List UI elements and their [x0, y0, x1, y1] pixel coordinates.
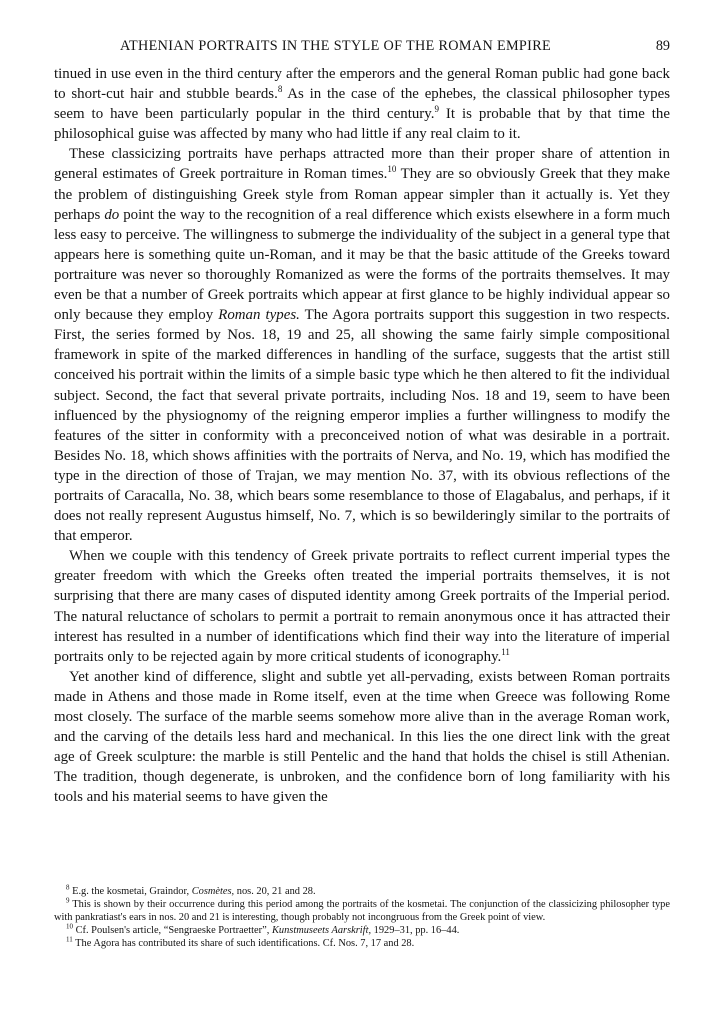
footnote-ref-11[interactable]: 11 — [501, 646, 510, 657]
footnote-8 — [54, 885, 670, 898]
footnote-number: 11 — [66, 935, 73, 944]
text-run: point the way to the recognition of a real difference which exists elsewhere in a form much less easy to perceive. The willingness to submerge the individuality of the subject in a general type that appears here is something quite un-Roman, and it may be that the basic attitude of the Greeks toward portraiture was never so thoroughly Romanized as were the forms of the portraits themselves. It may even be that a number of Greek portraits which appear at first glance to be highly individual appear so only because they employ — [54, 206, 671, 324]
text-run: The Agora has contributed its share of such identifications. Cf. Nos. 7, 17 and 28. — [72, 938, 415, 950]
italic-run: Cosmètes, — [191, 886, 235, 897]
text-run: When we couple with this tendency of Greek private portraits to reflect current imperial types the greater freedom with which the Greeks often treated the imperial portraits themselves, it is not surprising that there are many cases of disputed identity among Greek portraits of the Imperial period. The natural reluctance of scholars to permit a portrait to remain anonymous once it has attracted their interest has resulted in a number of identifications which find their way into the literature of imperial portraits only to be rejected again by more critical students of iconography. — [54, 548, 670, 665]
page-number: 89 — [655, 38, 670, 54]
text-run: nos. 20, 21 and 28. — [234, 886, 316, 897]
text-run: Cf. Poulsen's article, “Sengraeske Portraetter”, — [73, 925, 272, 937]
text-run: As in the case of the ephebes, the classical philosopher types seem to have been particularly popular in the third century. — [54, 86, 670, 123]
text-run: They are so obviously Greek that they make the problem of distinguishing Greek style from Roman appear simpler than it actually is. Yet they perhaps — [54, 166, 670, 223]
footnote-ref-9[interactable]: 9 — [434, 104, 439, 115]
footnote-ref-8[interactable]: 8 — [277, 84, 283, 95]
footnotes — [54, 885, 670, 950]
text-run: These classicizing portraits have perhaps attracted more than their proper share of attention in general estimates of Greek portraiture in Roman times. — [54, 146, 670, 183]
footnote-11 — [54, 937, 670, 950]
text-run: This is shown by their occurrence during this period among the portraits of the kosmetai. The conjunction of the classicizing philosopher type with pankratiast's ears in nos. 20 and 21 is interesting, though probably not incongruous from the Greek point of view. — [54, 899, 670, 924]
italic-run: Roman types. — [218, 307, 300, 324]
text-run: It is probable that by that time the philosophical guise was affected by many who had little if any real claim to it. — [54, 106, 670, 143]
footnote-number: 10 — [66, 922, 73, 931]
body-text — [54, 64, 670, 807]
paragraph-1 — [54, 64, 670, 144]
running-head — [54, 38, 670, 55]
paragraph-3 — [54, 546, 670, 667]
italic-run: Kunstmuseets Aarskrift, — [271, 925, 372, 937]
italic-run: do — [104, 206, 120, 223]
running-head-title: ATHENIAN PORTRAITS IN THE STYLE OF THE ROMAN EMPIRE — [120, 38, 552, 54]
text-run: Yet another kind of difference, slight and subtle yet all-pervading, exists between Roman portraits made in Athens and those made in Rome itself, even at the time when Greece was following Rome most closely. The surface of the marble seems somehow more alive than in the average Roman work, and the carving of the details less hard and mechanical. In this lies the one direct link with the great age of Greek sculpture: the marble is still Pentelic and the hand that holds the chisel is still Athenian. The tradition, though degenerate, is unbroken, and the confidence born of long familiarity with his tools and his material seems to have given the — [54, 668, 670, 806]
text-run: tinued in use even in the third century after the emperors and the general Roman public had gone back to short-cut hair and stubble beards. — [54, 66, 670, 103]
footnote-ref-10[interactable]: 10 — [387, 164, 397, 175]
paragraph-4 — [54, 667, 670, 808]
footnote-number: 8 — [66, 883, 70, 892]
text-run: E.g. the kosmetai, Graindor, — [69, 886, 192, 897]
text-run: The Agora portraits support this suggestion in two respects. First, the series formed by Nos. 18, 19 and 25, all showing the same fairly simple compositional framework in spite of the marked differences in handling of the surface, suggests that the artist still conceived his portrait within the limits of a simple basic type which he then altered to fit the individual subject. Second, the fact that several private portraits, including Nos. 18 and 19, seem to have been influenced by the physiognomy of the reigning emperor implies a further willingness to modify the features of the sitter in conformity with a preconceived notion of what was desirable in a portrait. Besides No. 18, which shows affinities with the portraits of Nerva, and No. 19, which has modified the type in the direction of those of Trajan, we may mention No. 37, with its obvious reflections of the portraits of Caracalla, No. 38, which bears some resemblance to those of Elagabalus, and perhaps, if it does not really represent Augustus himself, No. 7, which is so bewilderingly similar to the portraits of that emperor. — [54, 307, 670, 545]
page — [54, 38, 670, 807]
text-run: 1929–31, pp. 16–44. — [371, 925, 460, 937]
footnote-10 — [54, 924, 670, 937]
footnote-9 — [54, 898, 670, 924]
paragraph-2 — [54, 144, 670, 546]
footnote-number: 9 — [66, 896, 70, 905]
